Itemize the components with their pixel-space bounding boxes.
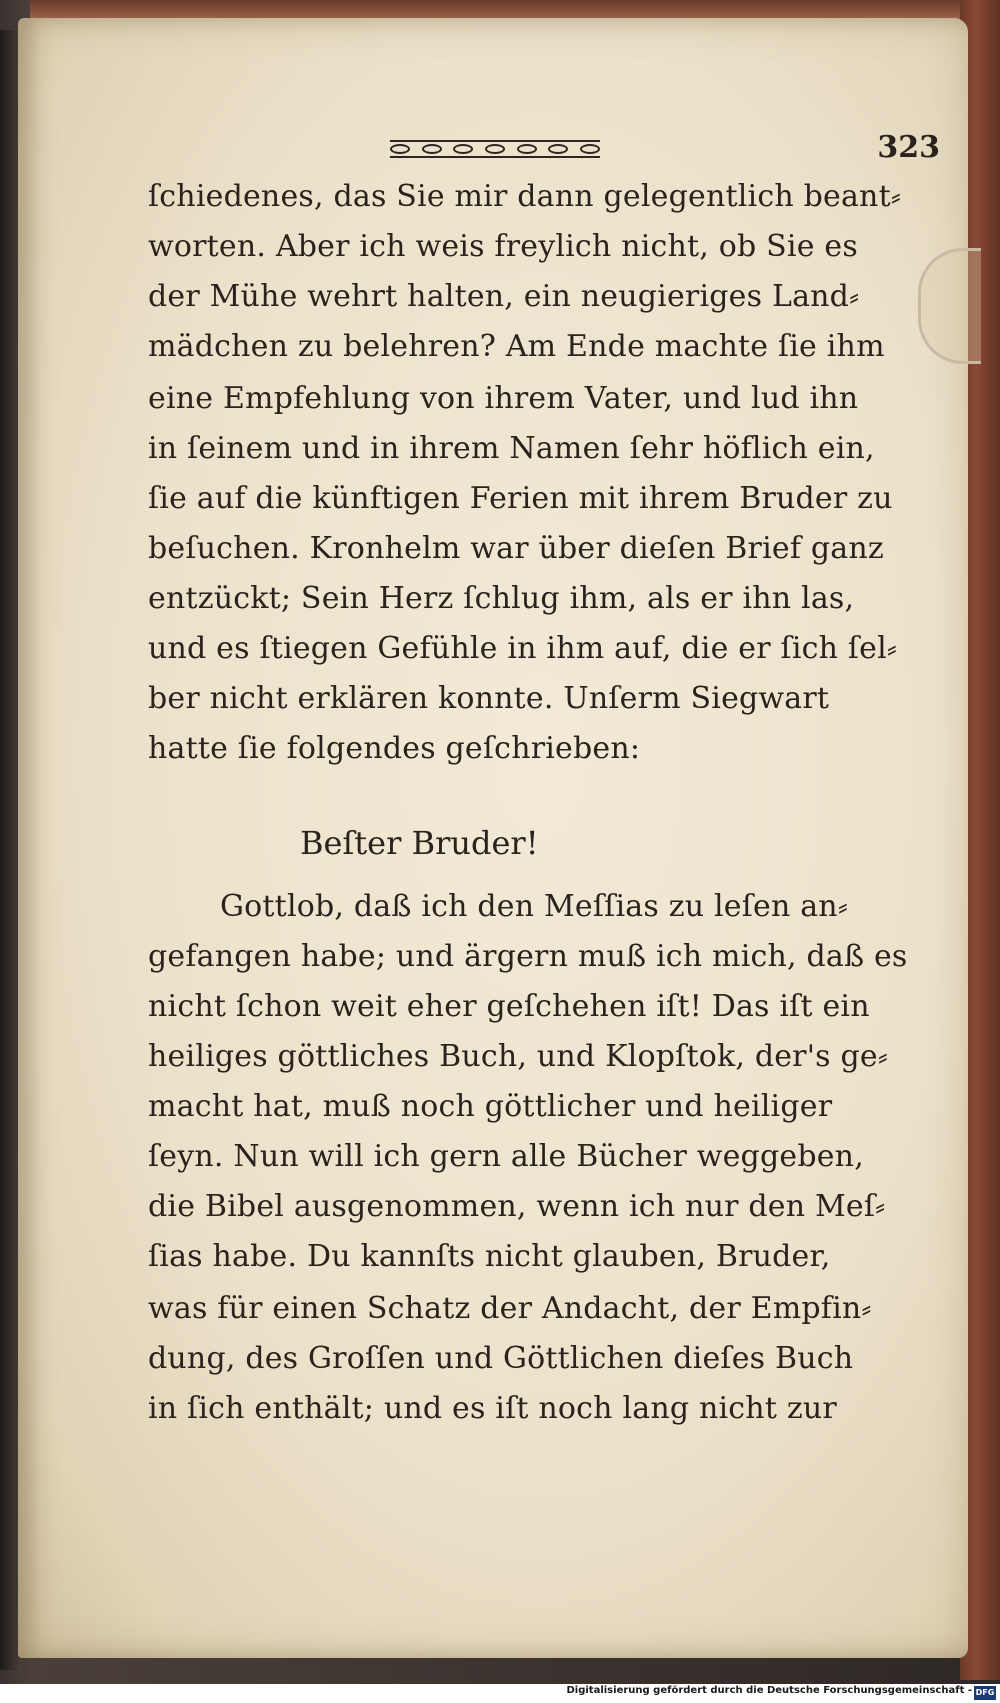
letter-line: heiliges göttliches Buch, und Klopſtok, der's ge⸗ — [148, 1039, 889, 1074]
ornament-loop — [485, 144, 505, 154]
text-line: der Mühe wehrt halten, ein neugieriges Land⸗ — [148, 279, 860, 314]
text-line: entzückt; Sein Herz ſchlug ihm, als er ihn las, — [148, 581, 855, 616]
ornament-loop — [580, 144, 600, 154]
text-line: ſchiedenes, das Sie mir dann gelegentlich beant⸗ — [148, 179, 902, 214]
bookmark-clip — [918, 248, 981, 364]
ornament-loop — [548, 144, 568, 154]
letter-line: ſias habe. Du kannſts nicht glauben, Bruder, — [148, 1239, 831, 1274]
text-line: ber nicht erklären konnte. Unſerm Siegwart — [148, 681, 830, 716]
text-line: in ſeinem und in ihrem Namen ſehr höflich ein, — [148, 431, 875, 466]
text-line: mädchen zu belehren? Am Ende machte ſie ihm — [148, 329, 885, 364]
text-line: und es ſtiegen Gefühle in ihm auf, die er ſich ſel⸗ — [148, 631, 898, 666]
text-line: ſie auf die künftigen Ferien mit ihrem Bruder zu — [148, 481, 893, 516]
text-line: eine Empfehlung von ihrem Vater, und lud ihn — [148, 381, 859, 416]
ornament-loop — [517, 144, 537, 154]
letter-line: was für einen Schatz der Andacht, der Empfin⸗ — [148, 1291, 872, 1326]
letter-line: die Bibel ausgenommen, wenn ich nur den Meſ⸗ — [148, 1189, 886, 1224]
letter-salutation: Beſter Bruder! — [300, 824, 539, 862]
letter-line: macht hat, muß noch göttlicher und heiliger — [148, 1089, 833, 1124]
text-line: hatte ſie folgendes geſchrieben: — [148, 731, 641, 766]
header-ornament — [390, 140, 600, 158]
text-line: worten. Aber ich weis freylich nicht, ob Sie es — [148, 229, 858, 264]
ornament-loop — [422, 144, 442, 154]
digitization-credit: Digitalisierung gefördert durch die Deutsche Forschungsgemeinschaft - — [566, 1685, 972, 1696]
ornament-loop — [453, 144, 473, 154]
text-line: beſuchen. Kronhelm war über dieſen Brief ganz — [148, 531, 884, 566]
letter-line: in ſich enthält; und es iſt noch lang nicht zur — [148, 1391, 837, 1426]
page-number: 323 — [877, 130, 940, 165]
letter-line: dung, des Groſſen und Göttlichen dieſes Buch — [148, 1341, 854, 1376]
letter-line: nicht ſchon weit eher geſchehen iſt! Das iſt ein — [148, 989, 870, 1024]
letter-line: ſeyn. Nun will ich gern alle Bücher weggeben, — [148, 1139, 864, 1174]
letter-line: Gottlob, daß ich den Meſſias zu leſen an⸗ — [220, 889, 849, 924]
ornament-loop — [390, 144, 410, 154]
letter-line: gefangen habe; und ärgern muß ich mich, daß es — [148, 939, 908, 974]
dfg-logo: DFG — [974, 1686, 996, 1700]
